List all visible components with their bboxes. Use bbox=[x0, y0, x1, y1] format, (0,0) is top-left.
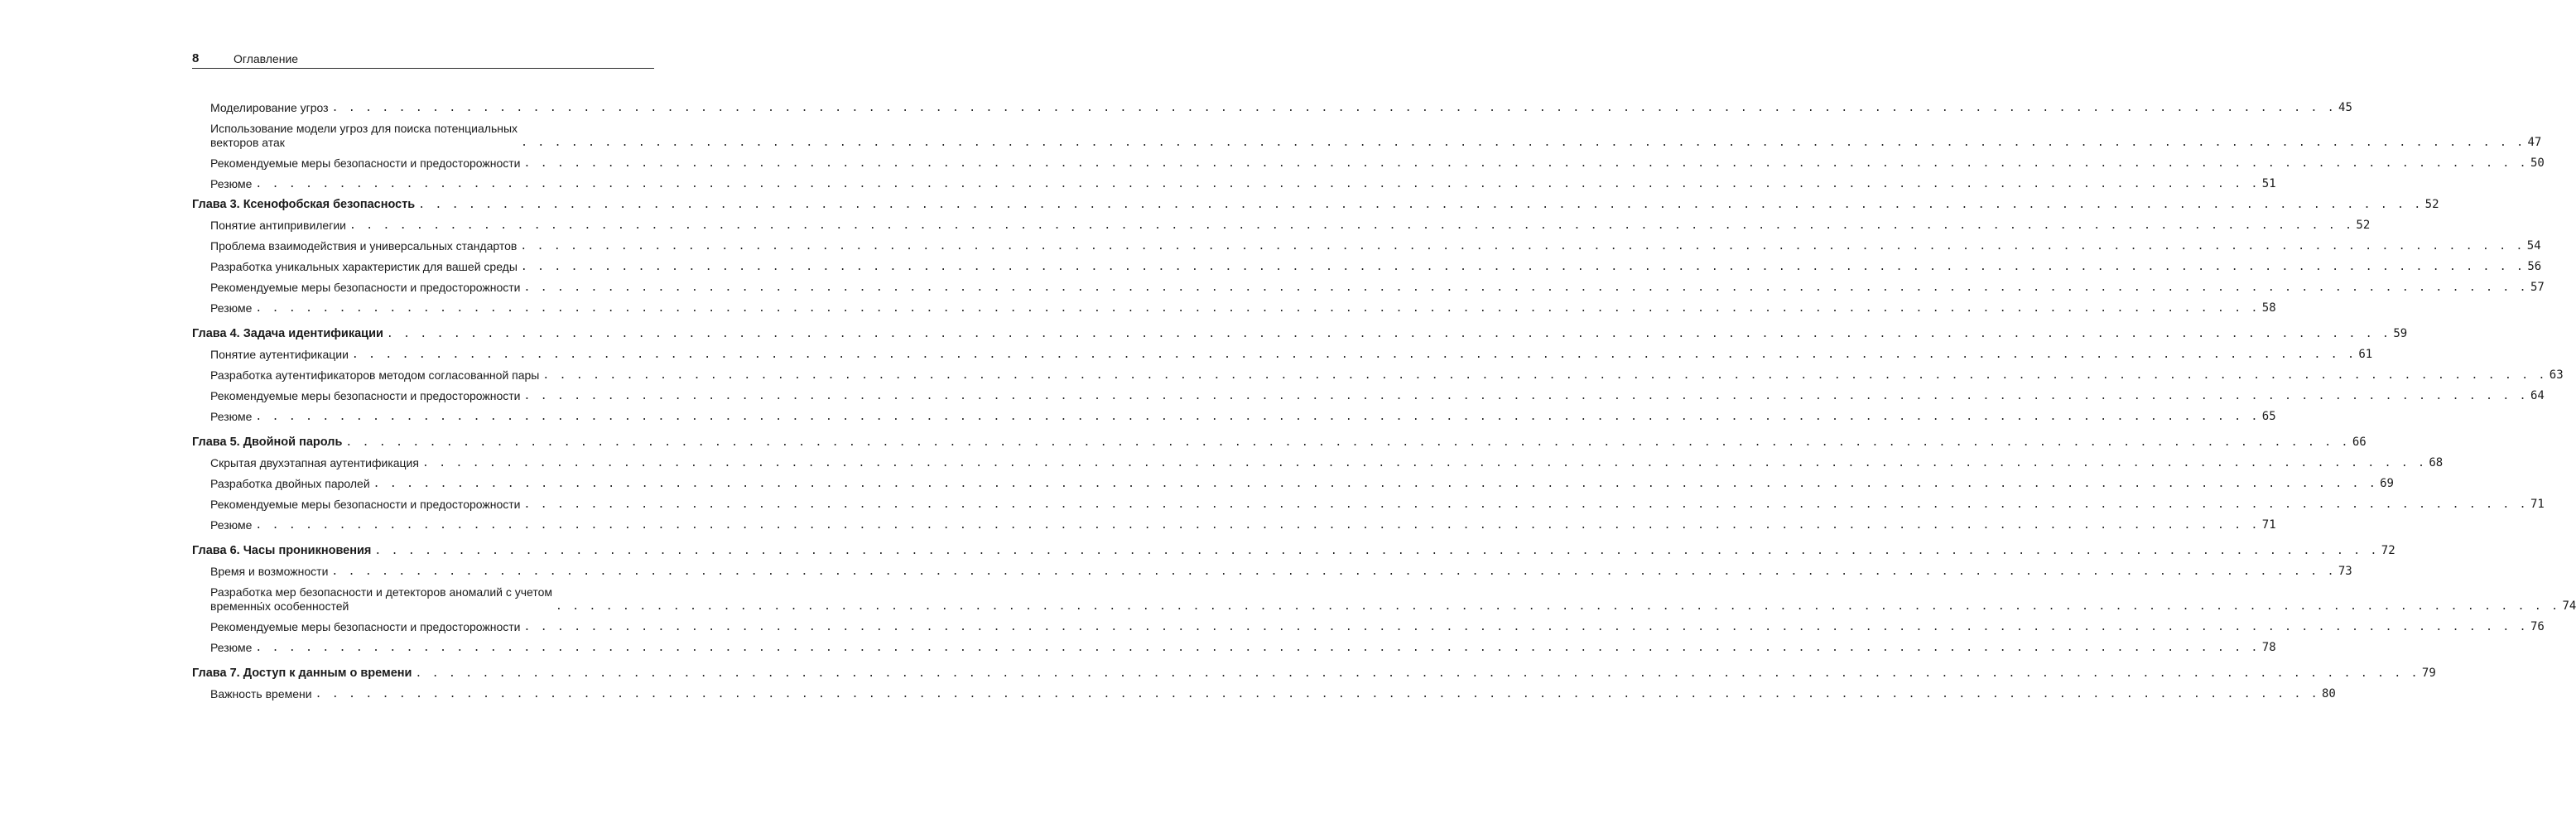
toc-entry-title: Скрытая двухэтапная аутентификация bbox=[210, 456, 419, 469]
dot-leader: . . . . . . . . . . . . . . . . . . . . . . . . . . . . . . . . . . . . . . . . . . . . . . . . . . . . . . . . . . . . . . . . . . . . . . . . . . . . . . . . . . . . . . . . . . . . . . . . . . . . . . . . . . . . . . . . . . . . . . . . bbox=[418, 199, 2423, 211]
dot-leader: . . . . . . . . . . . . . . . . . . . . . . . . . . . . . . . . . . . . . . . . . . . . . . . . . . . . . . . . . . . . . . . . . . . . . . . . . . . . . . . . . . . . . . . . . . . . . . . . . . . . . . . . . . . . . . . . . . . . . . . . bbox=[331, 566, 2336, 578]
table-of-contents bbox=[192, 101, 2576, 708]
toc-chapter-entry bbox=[192, 544, 2395, 558]
toc-page-number: 52 bbox=[2424, 198, 2439, 211]
toc-page-number: 72 bbox=[2381, 544, 2395, 557]
toc-section-entry bbox=[192, 101, 2352, 115]
toc-page-number: 76 bbox=[2530, 620, 2545, 633]
toc-entry-title: Разработка двойных паролей bbox=[210, 477, 370, 490]
toc-chapter-entry bbox=[192, 198, 2439, 212]
dot-leader: . . . . . . . . . . . . . . . . . . . . . . . . . . . . . . . . . . . . . . . . . . . . . . . . . . . . . . . . . . . . . . . . . . . . . . . . . . . . . . . . . . . . . . . . . . . . . . . . . . . . . . . . . . . . . . . . . . . . . . . . bbox=[542, 369, 2547, 382]
page-number: 8 bbox=[192, 51, 200, 65]
toc-section-entry bbox=[192, 456, 2444, 470]
toc-entry-title: Разработка аутентификаторов методом согласованной пары bbox=[210, 368, 540, 382]
toc-entry-title: Глава 7. Доступ к данным о времени bbox=[192, 667, 412, 680]
toc-entry-title: Рекомендуемые меры безопасности и предосторожности bbox=[210, 389, 521, 402]
dot-leader: . . . . . . . . . . . . . . . . . . . . . . . . . . . . . . . . . . . . . . . . . . . . . . . . . . . . . . . . . . . . . . . . . . . . . . . . . . . . . . . . . . . . . . . . . . . . . . . . . . . . . . . . . . . . . . . . . . . . . . . . bbox=[523, 157, 2528, 170]
toc-entry-title: Использование модели угроз для поиска потенциальных векторов атак bbox=[210, 122, 518, 149]
dot-leader: . . . . . . . . . . . . . . . . . . . . . . . . . . . . . . . . . . . . . . . . . . . . . . . . . . . . . . . . . . . . . . . . . . . . . . . . . . . . . . . . . . . . . . . . . . . . . . . . . . . . . . . . . . . . . . . . . . . . . . . . bbox=[523, 621, 2528, 633]
dot-leader: . . . . . . . . . . . . . . . . . . . . . . . . . . . . . . . . . . . . . . . . . . . . . . . . . . . . . . . . . . . . . . . . . . . . . . . . . . . . . . . . . . . . . . . . . . . . . . . . . . . . . . . . . . . . . . . . . . . . . . . . bbox=[556, 600, 2560, 613]
toc-entry-title: Понятие аутентификации bbox=[210, 348, 349, 361]
toc-entry-title: Важность времени bbox=[210, 687, 312, 700]
dot-leader: . . . . . . . . . . . . . . . . . . . . . . . . . . . . . . . . . . . . . . . . . . . . . . . . . . . . . . . . . . . . . . . . . . . . . . . . . . . . . . . . . . . . . . . . . . . . . . . . . . . . . . . . . . . . . . . . . . . . . . . . bbox=[315, 688, 2319, 700]
toc-page-number: 65 bbox=[2261, 410, 2276, 423]
toc-page-number: 59 bbox=[2393, 327, 2408, 340]
dot-leader: . . . . . . . . . . . . . . . . . . . . . . . . . . . . . . . . . . . . . . . . . . . . . . . . . . . . . . . . . . . . . . . . . . . . . . . . . . . . . . . . . . . . . . . . . . . . . . . . . . . . . . . . . . . . . . . . . . . . . . . . bbox=[374, 545, 2379, 557]
toc-section-entry bbox=[192, 348, 2373, 362]
toc-entry-title: Резюме bbox=[210, 177, 253, 190]
dot-leader: . . . . . . . . . . . . . . . . . . . . . . . . . . . . . . . . . . . . . . . . . . . . . . . . . . . . . . . . . . . . . . . . . . . . . . . . . . . . . . . . . . . . . . . . . . . . . . . . . . . . . . . . . . . . . . . . . . . . . . . . bbox=[523, 390, 2528, 402]
toc-chapter-entry bbox=[192, 436, 2367, 450]
toc-entry-title: Резюме bbox=[210, 641, 253, 654]
dot-leader: . . . . . . . . . . . . . . . . . . . . . . . . . . . . . . . . . . . . . . . . . . . . . . . . . . . . . . . . . . . . . . . . . . . . . . . . . . . . . . . . . . . . . . . . . . . . . . . . . . . . . . . . . . . . . . . . . . . . . . . . bbox=[520, 261, 2525, 273]
toc-page-number: 66 bbox=[2352, 436, 2367, 449]
dot-leader: . . . . . . . . . . . . . . . . . . . . . . . . . . . . . . . . . . . . . . . . . . . . . . . . . . . . . . . . . . . . . . . . . . . . . . . . . . . . . . . . . . . . . . . . . . . . . . . . . . . . . . . . . . . . . . . . . . . . . . . . bbox=[349, 219, 2354, 232]
toc-entry-title: Понятие антипривилегии bbox=[210, 219, 346, 232]
toc-entry-title: Резюме bbox=[210, 410, 253, 423]
toc-section-entry bbox=[192, 565, 2352, 579]
toc-section-entry bbox=[192, 239, 2541, 253]
toc-entry-title: Глава 6. Часы проникновения bbox=[192, 544, 372, 557]
dot-leader: . . . . . . . . . . . . . . . . . . . . . . . . . . . . . . . . . . . . . . . . . . . . . . . . . . . . . . . . . . . . . . . . . . . . . . . . . . . . . . . . . . . . . . . . . . . . . . . . . . . . . . . . . . . . . . . . . . . . . . . . bbox=[415, 667, 2420, 680]
dot-leader: . . . . . . . . . . . . . . . . . . . . . . . . . . . . . . . . . . . . . . . . . . . . . . . . . . . . . . . . . . . . . . . . . . . . . . . . . . . . . . . . . . . . . . . . . . . . . . . . . . . . . . . . . . . . . . . . . . . . . . . . bbox=[373, 478, 2377, 490]
running-head bbox=[192, 50, 654, 69]
toc-page-number: 63 bbox=[2549, 368, 2564, 382]
toc-entry-title: Глава 5. Двойной пароль bbox=[192, 436, 343, 449]
toc-section-entry bbox=[192, 260, 2542, 274]
toc-page-number: 51 bbox=[2261, 177, 2276, 190]
toc-page-number: 73 bbox=[2338, 565, 2352, 578]
toc-section-entry bbox=[192, 122, 2542, 150]
dot-leader: . . . . . . . . . . . . . . . . . . . . . . . . . . . . . . . . . . . . . . . . . . . . . . . . . . . . . . . . . . . . . . . . . . . . . . . . . . . . . . . . . . . . . . . . . . . . . . . . . . . . . . . . . . . . . . . . . . . . . . . . bbox=[421, 457, 2427, 469]
toc-page-number: 61 bbox=[2358, 348, 2373, 361]
toc-entry-title: Резюме bbox=[210, 518, 253, 532]
toc-section-entry bbox=[192, 687, 2336, 701]
book-page bbox=[192, 0, 2576, 828]
toc-entry-title: Рекомендуемые меры безопасности и предосторожности bbox=[210, 156, 521, 170]
toc-section-entry bbox=[192, 281, 2545, 295]
toc-page-number: 71 bbox=[2530, 498, 2545, 511]
dot-leader: . . . . . . . . . . . . . . . . . . . . . . . . . . . . . . . . . . . . . . . . . . . . . . . . . . . . . . . . . . . . . . . . . . . . . . . . . . . . . . . . . . . . . . . . . . . . . . . . . . . . . . . . . . . . . . . . . . . . . . . . bbox=[255, 519, 2260, 532]
toc-section-entry bbox=[192, 518, 2276, 532]
toc-section-entry bbox=[192, 301, 2276, 315]
toc-section-entry bbox=[192, 620, 2545, 634]
toc-page-number: 57 bbox=[2530, 281, 2545, 294]
toc-entry-title: Рекомендуемые меры безопасности и предосторожности bbox=[210, 498, 521, 511]
toc-section-entry bbox=[192, 219, 2371, 233]
toc-section-entry bbox=[192, 641, 2276, 655]
dot-leader: . . . . . . . . . . . . . . . . . . . . . . . . . . . . . . . . . . . . . . . . . . . . . . . . . . . . . . . . . . . . . . . . . . . . . . . . . . . . . . . . . . . . . . . . . . . . . . . . . . . . . . . . . . . . . . . . . . . . . . . . bbox=[255, 411, 2260, 423]
dot-leader: . . . . . . . . . . . . . . . . . . . . . . . . . . . . . . . . . . . . . . . . . . . . . . . . . . . . . . . . . . . . . . . . . . . . . . . . . . . . . . . . . . . . . . . . . . . . . . . . . . . . . . . . . . . . . . . . . . . . . . . . bbox=[255, 178, 2260, 190]
toc-entry-title: Разработка уникальных характеристик для вашей среды bbox=[210, 260, 518, 273]
toc-page-number: 69 bbox=[2380, 477, 2394, 490]
dot-leader: . . . . . . . . . . . . . . . . . . . . . . . . . . . . . . . . . . . . . . . . . . . . . . . . . . . . . . . . . . . . . . . . . . . . . . . . . . . . . . . . . . . . . . . . . . . . . . . . . . . . . . . . . . . . . . . . . . . . . . . . bbox=[351, 349, 2357, 361]
toc-page-number: 45 bbox=[2338, 101, 2352, 114]
toc-section-entry bbox=[192, 156, 2545, 171]
toc-page-number: 54 bbox=[2526, 239, 2541, 253]
toc-section-entry bbox=[192, 368, 2564, 383]
toc-chapter-entry bbox=[192, 667, 2436, 681]
toc-section-entry bbox=[192, 389, 2545, 403]
toc-entry-title: Разработка мер безопасности и детекторов аномалий с учетом временны́х особенностей bbox=[210, 585, 553, 613]
toc-page-number: 50 bbox=[2530, 156, 2545, 170]
toc-entry-title: Рекомендуемые меры безопасности и предосторожности bbox=[210, 620, 521, 633]
toc-entry-title: Глава 4. Задача идентификации bbox=[192, 327, 383, 340]
toc-page-number: 71 bbox=[2261, 518, 2276, 532]
toc-page-number: 47 bbox=[2527, 136, 2542, 149]
toc-page-number: 52 bbox=[2356, 219, 2371, 232]
toc-page-number: 56 bbox=[2527, 260, 2542, 273]
toc-page-number: 64 bbox=[2530, 389, 2545, 402]
toc-entry-title: Моделирование угроз bbox=[210, 101, 329, 114]
dot-leader: . . . . . . . . . . . . . . . . . . . . . . . . . . . . . . . . . . . . . . . . . . . . . . . . . . . . . . . . . . . . . . . . . . . . . . . . . . . . . . . . . . . . . . . . . . . . . . . . . . . . . . . . . . . . . . . . . . . . . . . . bbox=[520, 240, 2525, 253]
dot-leader: . . . . . . . . . . . . . . . . . . . . . . . . . . . . . . . . . . . . . . . . . . . . . . . . . . . . . . . . . . . . . . . . . . . . . . . . . . . . . . . . . . . . . . . . . . . . . . . . . . . . . . . . . . . . . . . . . . . . . . . . bbox=[523, 282, 2528, 294]
toc-entry-title: Глава 3. Ксенофобская безопасность bbox=[192, 198, 416, 211]
toc-page-number: 68 bbox=[2429, 456, 2444, 469]
dot-leader: . . . . . . . . . . . . . . . . . . . . . . . . . . . . . . . . . . . . . . . . . . . . . . . . . . . . . . . . . . . . . . . . . . . . . . . . . . . . . . . . . . . . . . . . . . . . . . . . . . . . . . . . . . . . . . . . . . . . . . . . bbox=[255, 302, 2260, 315]
toc-entry-title: Время и возможности bbox=[210, 565, 329, 578]
toc-page-number: 79 bbox=[2421, 667, 2436, 680]
toc-section-entry bbox=[192, 477, 2394, 491]
dot-leader: . . . . . . . . . . . . . . . . . . . . . . . . . . . . . . . . . . . . . . . . . . . . . . . . . . . . . . . . . . . . . . . . . . . . . . . . . . . . . . . . . . . . . . . . . . . . . . . . . . . . . . . . . . . . . . . . . . . . . . . . bbox=[523, 498, 2528, 511]
toc-chapter-entry bbox=[192, 327, 2408, 341]
toc-entry-title: Рекомендуемые меры безопасности и предосторожности bbox=[210, 281, 521, 294]
dot-leader: . . . . . . . . . . . . . . . . . . . . . . . . . . . . . . . . . . . . . . . . . . . . . . . . . . . . . . . . . . . . . . . . . . . . . . . . . . . . . . . . . . . . . . . . . . . . . . . . . . . . . . . . . . . . . . . . . . . . . . . . bbox=[331, 102, 2336, 114]
toc-entry-title: Резюме bbox=[210, 301, 253, 315]
toc-page-number: 74 bbox=[2562, 599, 2576, 613]
dot-leader: . . . . . . . . . . . . . . . . . . . . . . . . . . . . . . . . . . . . . . . . . . . . . . . . . . . . . . . . . . . . . . . . . . . . . . . . . . . . . . . . . . . . . . . . . . . . . . . . . . . . . . . . . . . . . . . . . . . . . . . . bbox=[255, 642, 2260, 654]
toc-section-entry bbox=[192, 410, 2276, 424]
dot-leader: . . . . . . . . . . . . . . . . . . . . . . . . . . . . . . . . . . . . . . . . . . . . . . . . . . . . . . . . . . . . . . . . . . . . . . . . . . . . . . . . . . . . . . . . . . . . . . . . . . . . . . . . . . . . . . . . . . . . . . . . bbox=[345, 436, 2350, 449]
toc-page-number: 58 bbox=[2261, 301, 2276, 315]
toc-page-number: 80 bbox=[2322, 687, 2336, 700]
toc-section-entry bbox=[192, 498, 2545, 512]
toc-page-number: 78 bbox=[2261, 641, 2276, 654]
toc-section-entry bbox=[192, 177, 2276, 191]
toc-entry-title: Проблема взаимодействия и универсальных стандартов bbox=[210, 239, 518, 253]
dot-leader: . . . . . . . . . . . . . . . . . . . . . . . . . . . . . . . . . . . . . . . . . . . . . . . . . . . . . . . . . . . . . . . . . . . . . . . . . . . . . . . . . . . . . . . . . . . . . . . . . . . . . . . . . . . . . . . . . . . . . . . . bbox=[521, 137, 2525, 149]
section-title: Оглавление bbox=[234, 52, 299, 65]
toc-section-entry bbox=[192, 585, 2576, 614]
dot-leader: . . . . . . . . . . . . . . . . . . . . . . . . . . . . . . . . . . . . . . . . . . . . . . . . . . . . . . . . . . . . . . . . . . . . . . . . . . . . . . . . . . . . . . . . . . . . . . . . . . . . . . . . . . . . . . . . . . . . . . . . bbox=[386, 328, 2391, 340]
